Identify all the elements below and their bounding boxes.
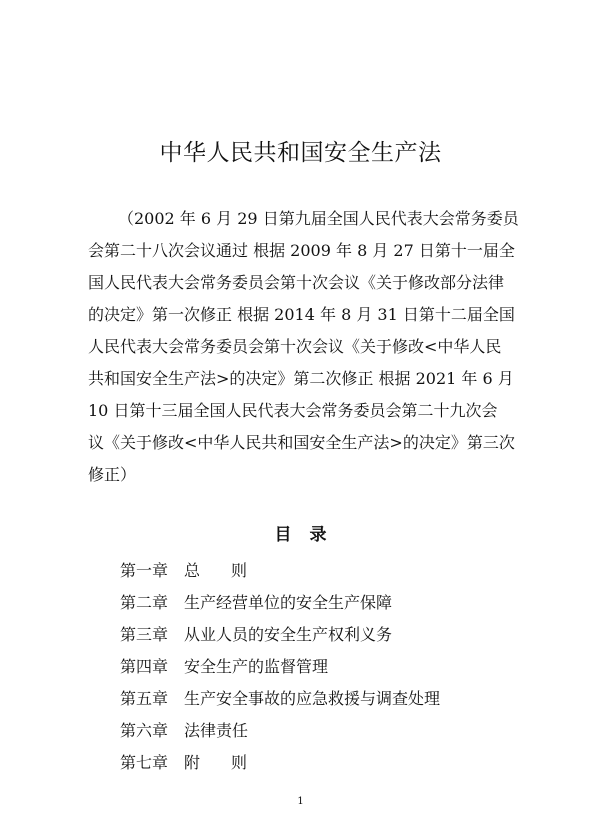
history-line: 人民代表大会常务委员会第十次会议《关于修改<中华人民 <box>88 337 502 356</box>
toc-chapter-label: 第三章 <box>120 624 169 644</box>
history-line: 的决定》第一次修正 根据 2014 年 8 月 31 日第十二届全国 <box>88 305 515 324</box>
history-line: 议《关于修改<中华人民共和国安全生产法>的决定》第三次 <box>88 433 515 452</box>
toc-chapter-label: 第六章 <box>120 720 169 740</box>
toc-heading-char: 录 <box>309 525 327 545</box>
toc-item-chapter-6 <box>120 713 520 745</box>
toc-chapter-title: 生产安全事故的应急救援与调查处理 <box>184 688 441 708</box>
amendment-history <box>88 203 519 491</box>
toc-chapter-title: 从业人员的安全生产权利义务 <box>184 624 393 644</box>
toc-chapter-label: 第二章 <box>120 592 169 612</box>
toc-item-chapter-4 <box>120 649 520 681</box>
toc-item-chapter-5 <box>120 681 520 713</box>
page-title: 中华人民共和国安全生产法 <box>159 140 442 166</box>
toc-heading-char: 目 <box>274 525 292 545</box>
page-number: 1 <box>297 796 304 807</box>
history-line: 修正） <box>88 465 137 484</box>
toc-chapter-label: 第一章 <box>120 560 169 580</box>
history-line: 共和国安全生产法>的决定》第二次修正 根据 2021 年 6 月 <box>88 369 514 388</box>
table-of-contents <box>120 553 520 777</box>
toc-chapter-title: 安全生产的监督管理 <box>184 656 329 676</box>
toc-item-chapter-3 <box>120 617 520 649</box>
toc-chapter-title: 总则 <box>184 560 279 580</box>
toc-chapter-label: 第四章 <box>120 656 169 676</box>
toc-item-chapter-2 <box>120 585 520 617</box>
toc-item-chapter-7 <box>120 745 520 777</box>
history-line: 国人民代表大会常务委员会第十次会议《关于修改部分法律 <box>88 273 505 292</box>
toc-chapter-label: 第五章 <box>120 688 169 708</box>
toc-chapter-label: 第七章 <box>120 752 169 772</box>
toc-chapter-title: 附则 <box>184 752 279 772</box>
history-line: 会第二十八次会议通过 根据 2009 年 8 月 27 日第十一届全 <box>88 241 515 260</box>
history-line: 10 日第十三届全国人民代表大会常务委员会第二十九次会 <box>88 401 498 420</box>
history-line: （2002 年 6 月 29 日第九届全国人民代表大会常务委员 <box>118 209 519 228</box>
toc-item-chapter-1 <box>120 553 520 585</box>
toc-chapter-title: 生产经营单位的安全生产保障 <box>184 592 393 612</box>
toc-chapter-title: 法律责任 <box>184 720 249 740</box>
toc-heading <box>0 523 601 547</box>
